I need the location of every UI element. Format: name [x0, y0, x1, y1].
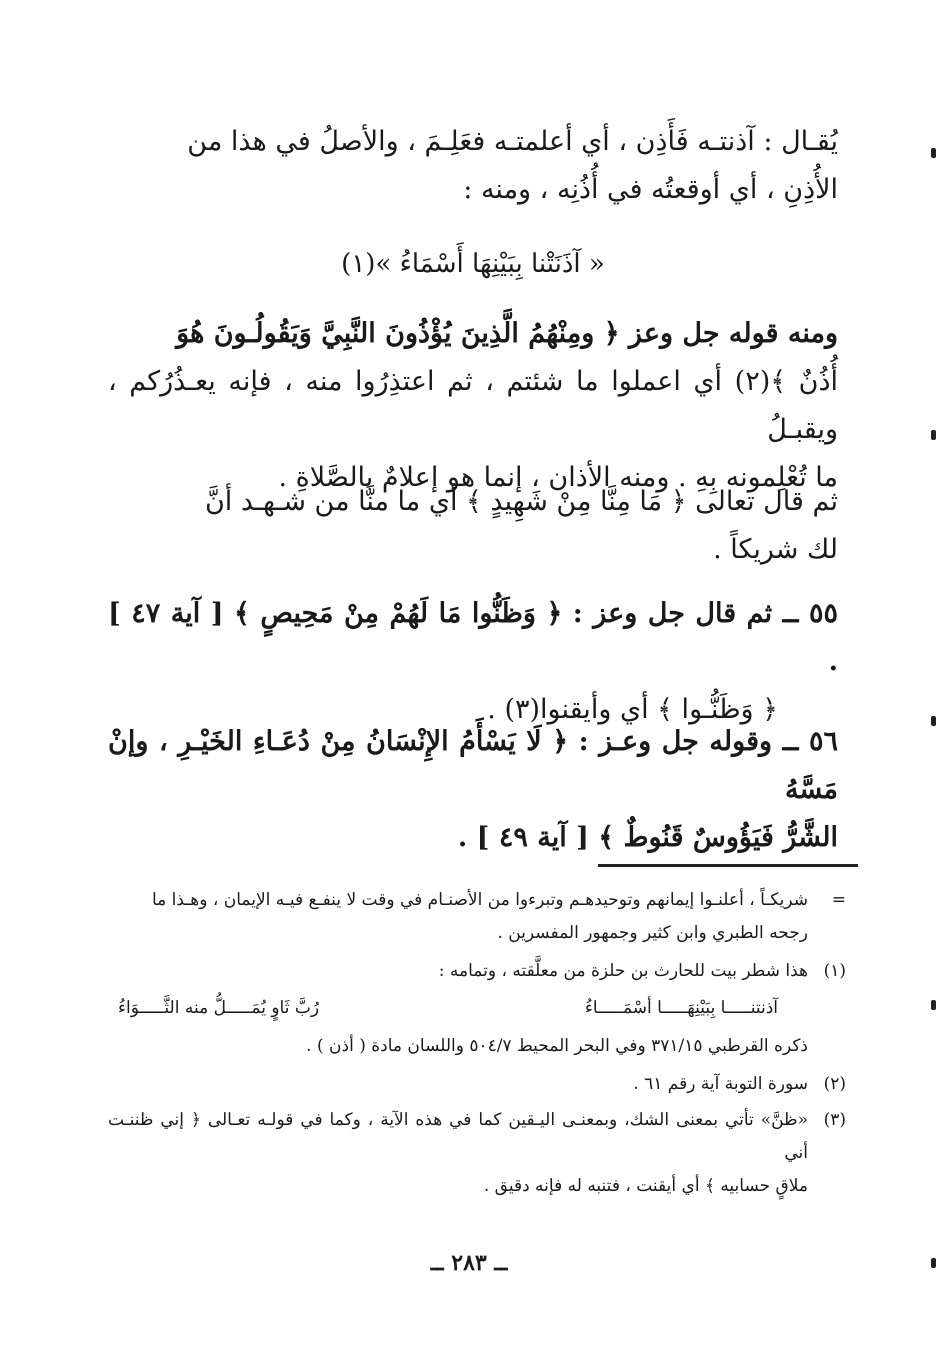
paragraph-line: الأُذِنِ ، أي أوقعتُه في أُذُنِه ، ومنه : — [463, 174, 838, 205]
paragraph-yuqal — [108, 118, 838, 214]
item-line: ٥٥ ــ ثم قال جل وعز : ﴿ وَظَنُّوا مَا لَهُمْ مِنْ مَحِيصٍ ﴾ [ آية ٤٧ ] . — [108, 598, 838, 677]
paragraph-quran-tawbah — [108, 310, 838, 502]
item-line: ﴿ وَظَنُّـوا ﴾ أي وأيقنوا(٣) . — [487, 694, 778, 725]
paragraph-shahid — [108, 478, 838, 574]
paragraph-line: ثم قال تعالى ﴿ مَا مِنَّا مِنْ شَهِيدٍ ﴾ أي ما منَّا من شـهـد أنَّ — [204, 486, 838, 517]
paragraph-line: يُقـال : آذنتـه فَأَذِن ، أي أعلمتـه فعَلِـمَ ، والأصلُ في هذا من — [187, 126, 838, 157]
paragraph-line: ومنه قوله جل وعز ﴿ ومِنْهُمُ الَّذِينَ يُؤْذُونَ النَّبِيَّ وَيَقُولُـونَ هُوَ — [176, 318, 838, 349]
footnote-mark: = — [831, 890, 846, 910]
footnote-line: رجحه الطبري وابن كثير وجمهور المفسرين . — [497, 923, 808, 943]
footnote-line: «ظنَّ» تأتي بمعنى الشك، وبمعنـى اليـقين كما في هذه الآية ، وكما في قولـه تعـالى ﴿ إني ظننـت أني — [108, 1110, 808, 1163]
scan-edge-mark — [931, 148, 936, 158]
paragraph-line: ما تُعْلِمونه بِهِ . ومنه الأذان ، إنما هو إعلامٌ بالصَّلاةِ . — [278, 462, 838, 493]
poem-hemistich: آذنتنـــــا بِبَيْنِهَـــــا أسْمَـــــاءُ — [584, 998, 778, 1018]
footnote-3 — [108, 1104, 846, 1203]
footnote-line: شريكـاً ، أعلنـوا إيمانهم وتوحيدهـم وتبرءوا من الأصنـام في وقت لا ينفـع فيـه الإيمان ، وهـذا ما — [151, 890, 808, 910]
footnote-mark: (٣) — [823, 1110, 846, 1130]
scan-edge-mark — [931, 716, 936, 726]
footnote-line: ذكره القرطبي ٣٧١/١٥ وفي البحر المحيط ٥٠٤/٧ واللسان مادة ( أذن ) . — [306, 1036, 808, 1056]
footnote-poem — [118, 992, 778, 1024]
footnote-1-ref — [108, 1030, 846, 1063]
item-line: الشَّرُّ فَيَؤُوسٌ قَنُوطٌ ﴾ [ آية ٤٩ ] . — [457, 822, 838, 853]
footnote-1 — [108, 955, 846, 988]
poem-hemistich: رُبَّ ثَاوٍ يُمَـــــلُّ منه الثَّـــــوَاءُ — [118, 998, 320, 1018]
paragraph-line: لك شريكاً . — [713, 534, 838, 565]
scan-edge-mark — [931, 430, 936, 440]
item-line: ٥٦ ــ وقوله جل وعـز : ﴿ لَا يَسْأَمُ الإِنْسَانُ مِنْ دُعَـاءِ الخَيْـرِ ، وإنْ مَسَّهُ — [108, 726, 838, 805]
footnote-separator — [598, 864, 858, 867]
footnote-continuation — [108, 884, 846, 950]
scan-edge-mark — [931, 1258, 936, 1268]
item-55 — [108, 590, 838, 734]
paragraph-line: أُذُنٌ ﴾(٢) أي اعملوا ما شئتم ، ثم اعتذِرُوا منه ، فإنه يعـذُرُكم ، ويقبـلُ — [108, 366, 838, 445]
footnote-line: ملاقٍ حسابيه ﴾ أي أيقنت ، فتنبه له فإنه دقيق . — [483, 1176, 808, 1196]
item-56 — [108, 718, 838, 862]
footnote-line: هذا شطر بيت للحارث بن حلزة من معلَّقته ، وتمامه : — [438, 961, 808, 981]
scan-edge-mark — [931, 1000, 936, 1010]
footnote-line: سورة التوبة آية رقم ٦١ . — [633, 1074, 808, 1094]
page-number: ــ ٢٨٣ ــ — [430, 1250, 508, 1276]
footnote-mark: (١) — [823, 961, 846, 981]
footnote-mark: (٢) — [823, 1074, 846, 1094]
quoted-verse: « آذَنَتْنا بِبَيْنِهَا أَسْمَاءُ »(١) — [341, 249, 605, 279]
footnote-2 — [108, 1068, 846, 1101]
